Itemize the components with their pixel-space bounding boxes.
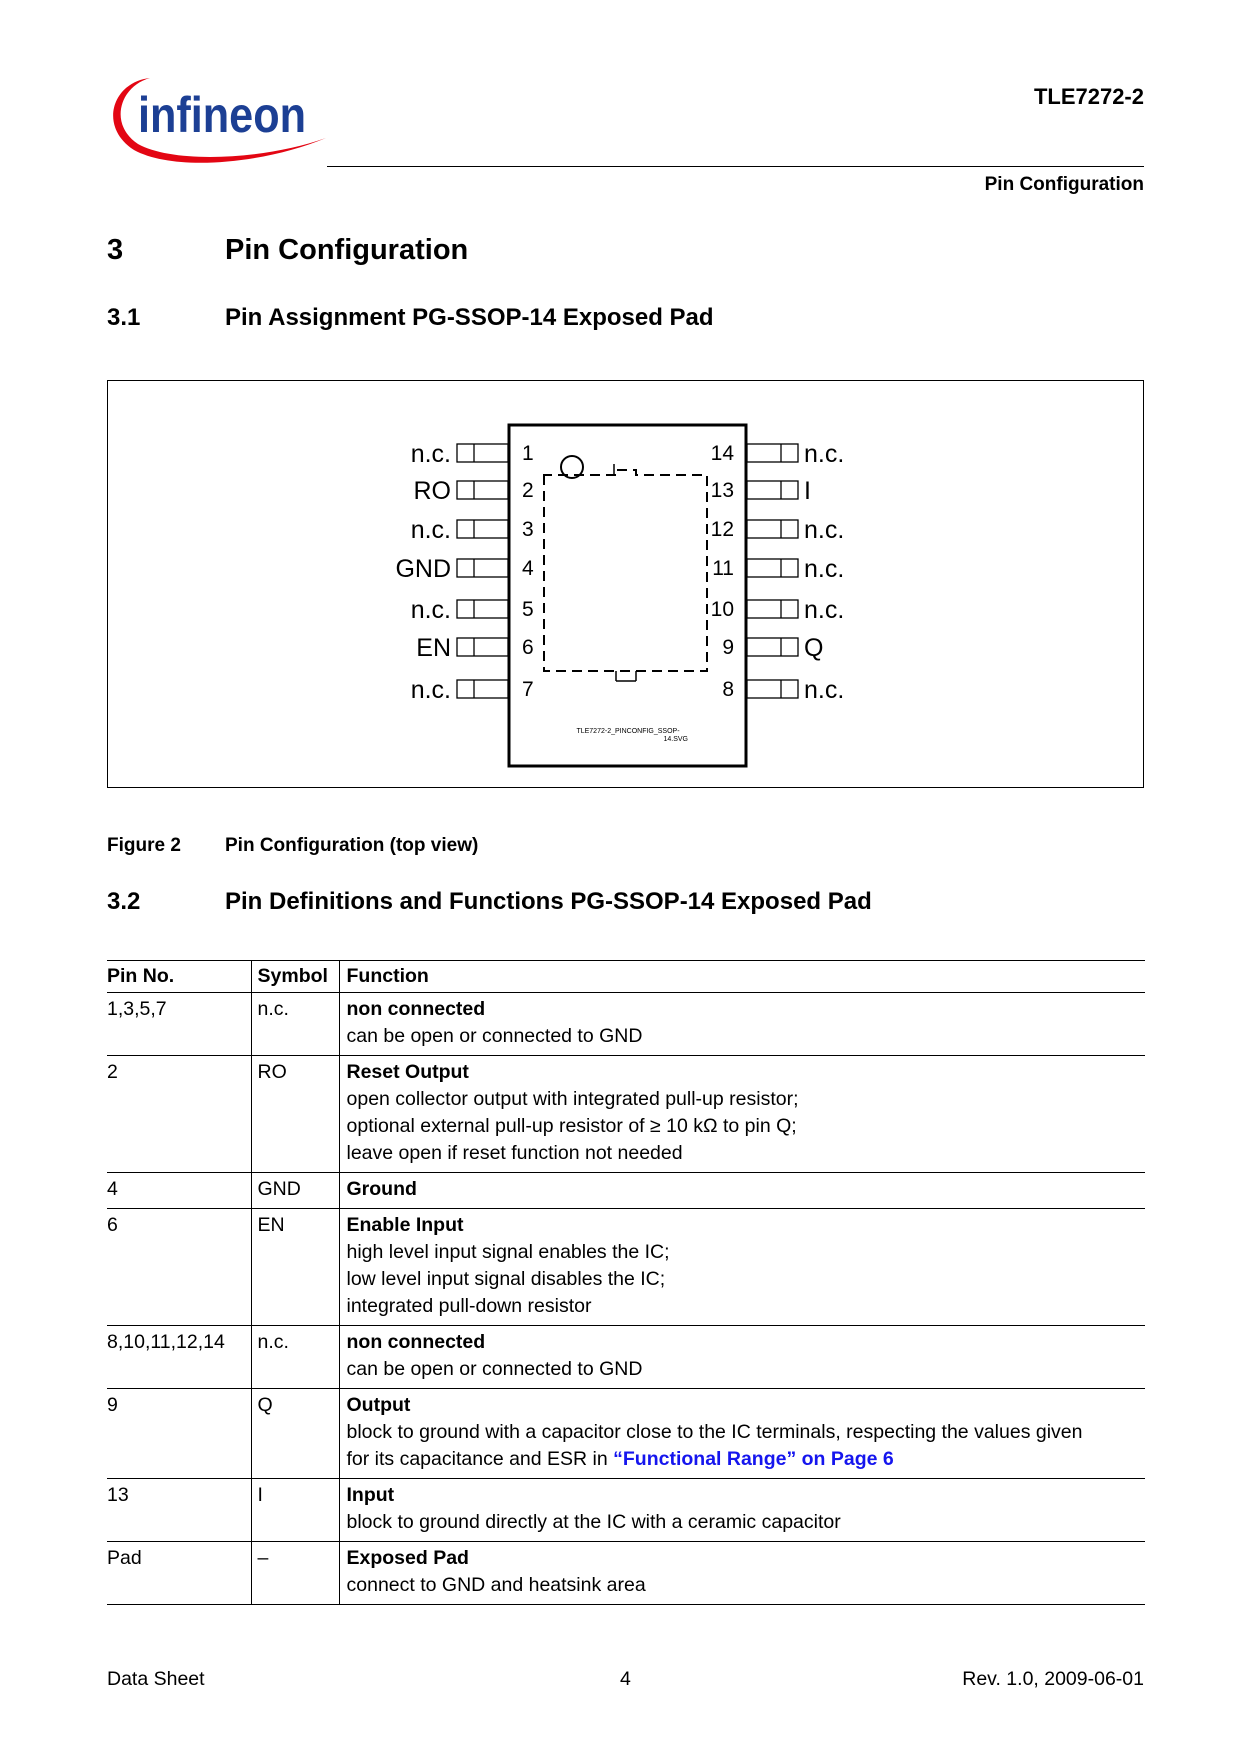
left-pin-7 xyxy=(411,676,534,704)
pin-number: 13 xyxy=(710,479,734,502)
footer-page-number: 4 xyxy=(620,1668,631,1690)
table-row xyxy=(107,1542,1145,1605)
function-title: Output xyxy=(346,1394,411,1416)
left-pin-5 xyxy=(411,596,534,624)
symbol-cell: RO xyxy=(251,1056,339,1173)
pin-lead xyxy=(457,638,508,656)
pin-number: 1 xyxy=(522,442,534,465)
footer-revision: Rev. 1.0, 2009-06-01 xyxy=(962,1668,1144,1690)
function-title: Reset Output xyxy=(346,1061,469,1083)
function-title: non connected xyxy=(346,998,486,1020)
pin-number-cell: 13 xyxy=(107,1479,251,1542)
left-pin-1 xyxy=(411,440,534,468)
function-description: connect to GND and heatsink area xyxy=(346,1574,646,1596)
pin-lead xyxy=(747,481,798,499)
left-pin-6 xyxy=(416,634,533,662)
pin-number-cell: Pad xyxy=(107,1542,251,1605)
pin-label: n.c. xyxy=(410,440,451,468)
pin-number: 2 xyxy=(522,479,534,502)
symbol-cell: GND xyxy=(251,1173,339,1209)
function-description: optional external pull-up resistor of ≥ 10 kΩ to pin Q; xyxy=(346,1115,797,1137)
pin-lead xyxy=(747,680,798,698)
function-description: block to ground with a capacitor close to the IC terminals, respecting the values given xyxy=(346,1421,1083,1443)
right-pin-1 xyxy=(711,440,845,468)
function-title: Enable Input xyxy=(346,1214,464,1236)
right-pin-4 xyxy=(712,555,844,583)
pin-lead xyxy=(457,680,508,698)
header-rule xyxy=(327,166,1144,167)
pin-number: 6 xyxy=(522,636,534,659)
pin-number: 4 xyxy=(522,557,534,580)
section-3-2-title: Pin Definitions and Functions PG-SSOP-14 Exposed Pad xyxy=(225,888,872,915)
function-description: open collector output with integrated pull-up resistor; xyxy=(346,1088,799,1110)
logo-wordmark: infineon xyxy=(138,87,306,143)
symbol-cell: n.c. xyxy=(251,1326,339,1389)
symbol-cell: n.c. xyxy=(251,993,339,1056)
right-pin-5 xyxy=(711,596,845,624)
running-header-section: Pin Configuration xyxy=(984,174,1144,195)
pin-label: n.c. xyxy=(804,555,845,583)
function-title: Exposed Pad xyxy=(346,1547,469,1569)
pin-diagram xyxy=(108,381,1143,787)
figure-frame xyxy=(107,380,1144,788)
function-title: Ground xyxy=(346,1178,417,1200)
pin-label: n.c. xyxy=(804,596,845,624)
pin-number: 11 xyxy=(712,557,734,580)
header-function: Function xyxy=(339,961,1145,993)
section-3-1-title: Pin Assignment PG-SSOP-14 Exposed Pad xyxy=(225,304,714,331)
chapter-number: 3 xyxy=(107,234,124,266)
section-3-2-number: 3.2 xyxy=(107,888,141,915)
table-row xyxy=(107,1173,1145,1209)
function-title: non connected xyxy=(346,1331,486,1353)
right-pin-3 xyxy=(711,516,845,544)
pin-number: 7 xyxy=(522,678,534,701)
function-description xyxy=(347,1446,1140,1473)
functional-range-link[interactable]: “Functional Range” on Page 6 xyxy=(613,1448,894,1470)
function-cell xyxy=(339,1173,1145,1209)
document-title: TLE7272-2 xyxy=(1033,84,1144,109)
figure-file-label-2: 14.SVG xyxy=(663,736,688,743)
pin-label: I xyxy=(804,477,811,505)
pin-number: 3 xyxy=(522,518,534,541)
pin-label: n.c. xyxy=(410,596,451,624)
pin-label: n.c. xyxy=(804,516,845,544)
pin-number-cell: 1,3,5,7 xyxy=(107,993,251,1056)
symbol-cell: Q xyxy=(251,1389,339,1479)
function-description: block to ground directly at the IC with a ceramic capacitor xyxy=(346,1511,841,1533)
pin-lead xyxy=(457,520,508,538)
header-pin-no: Pin No. xyxy=(107,961,251,993)
left-pin-4 xyxy=(395,555,534,583)
table-row xyxy=(107,1479,1145,1542)
function-cell xyxy=(339,993,1145,1056)
function-cell xyxy=(339,1056,1145,1173)
right-pin-6 xyxy=(722,634,823,662)
function-description: can be open or connected to GND xyxy=(346,1358,643,1380)
pin-label: GND xyxy=(395,555,451,583)
figure-caption-label: Figure 2 xyxy=(107,835,181,856)
function-cell xyxy=(339,1389,1145,1479)
pin-lead xyxy=(457,600,508,618)
table-row xyxy=(107,993,1145,1056)
function-description: low level input signal disables the IC; xyxy=(346,1268,666,1290)
pin-number-cell: 9 xyxy=(107,1389,251,1479)
chapter-title: Pin Configuration xyxy=(225,234,469,266)
pin-label: RO xyxy=(413,477,451,505)
table-header-row xyxy=(107,961,1145,993)
section-3-1-number: 3.1 xyxy=(107,304,141,331)
left-pin-3 xyxy=(411,516,534,544)
pin-number: 8 xyxy=(722,678,734,701)
pin-label: n.c. xyxy=(804,440,845,468)
pin-number-cell: 6 xyxy=(107,1209,251,1326)
function-cell xyxy=(339,1326,1145,1389)
pin-lead xyxy=(747,600,798,618)
pin-number-cell: 8,10,11,12,14 xyxy=(107,1326,251,1389)
pin-lead xyxy=(747,638,798,656)
function-description: leave open if reset function not needed xyxy=(346,1142,683,1164)
function-cell xyxy=(339,1479,1145,1542)
pin-number-cell: 2 xyxy=(107,1056,251,1173)
description-prefix: for its capacitance and ESR in xyxy=(346,1448,614,1470)
exposed-pad-outline xyxy=(544,470,707,671)
pin-label: n.c. xyxy=(410,676,451,704)
function-cell xyxy=(339,1209,1145,1326)
infineon-logo xyxy=(104,72,334,172)
symbol-cell: EN xyxy=(251,1209,339,1326)
pin-number: 5 xyxy=(522,598,534,621)
pin-lead xyxy=(747,559,798,577)
pin-label: Q xyxy=(804,634,824,662)
pin-lead xyxy=(457,481,508,499)
pin-lead xyxy=(747,444,798,462)
pin-lead xyxy=(457,444,508,462)
right-pin-7 xyxy=(722,676,844,704)
figure-file-label-1: TLE7272-2_PINCONFIG_SSOP- xyxy=(576,728,680,735)
function-cell xyxy=(339,1542,1145,1605)
pin-lead xyxy=(457,559,508,577)
footer-doc-type: Data Sheet xyxy=(107,1668,205,1690)
table-row xyxy=(107,1056,1145,1173)
function-description: integrated pull-down resistor xyxy=(346,1295,592,1317)
function-description: high level input signal enables the IC; xyxy=(346,1241,670,1263)
table-row xyxy=(107,1326,1145,1389)
pin-label: n.c. xyxy=(804,676,845,704)
pin-lead xyxy=(747,520,798,538)
function-title: Input xyxy=(346,1484,395,1506)
function-description: can be open or connected to GND xyxy=(346,1025,643,1047)
pin-number-cell: 4 xyxy=(107,1173,251,1209)
pin-number: 14 xyxy=(710,442,734,465)
symbol-cell: I xyxy=(251,1479,339,1542)
left-pin-2 xyxy=(414,477,534,505)
symbol-cell: – xyxy=(251,1542,339,1605)
pin-definitions-table xyxy=(107,960,1145,1605)
header-symbol: Symbol xyxy=(251,961,339,993)
right-pin-2 xyxy=(711,477,811,505)
pin-number: 10 xyxy=(710,598,734,621)
pin-number: 9 xyxy=(722,636,734,659)
pin-label: EN xyxy=(416,634,451,662)
table-row xyxy=(107,1209,1145,1326)
table-row xyxy=(107,1389,1145,1479)
pin-label: n.c. xyxy=(410,516,451,544)
figure-caption-text: Pin Configuration (top view) xyxy=(225,835,479,856)
pin-number: 12 xyxy=(710,518,734,541)
